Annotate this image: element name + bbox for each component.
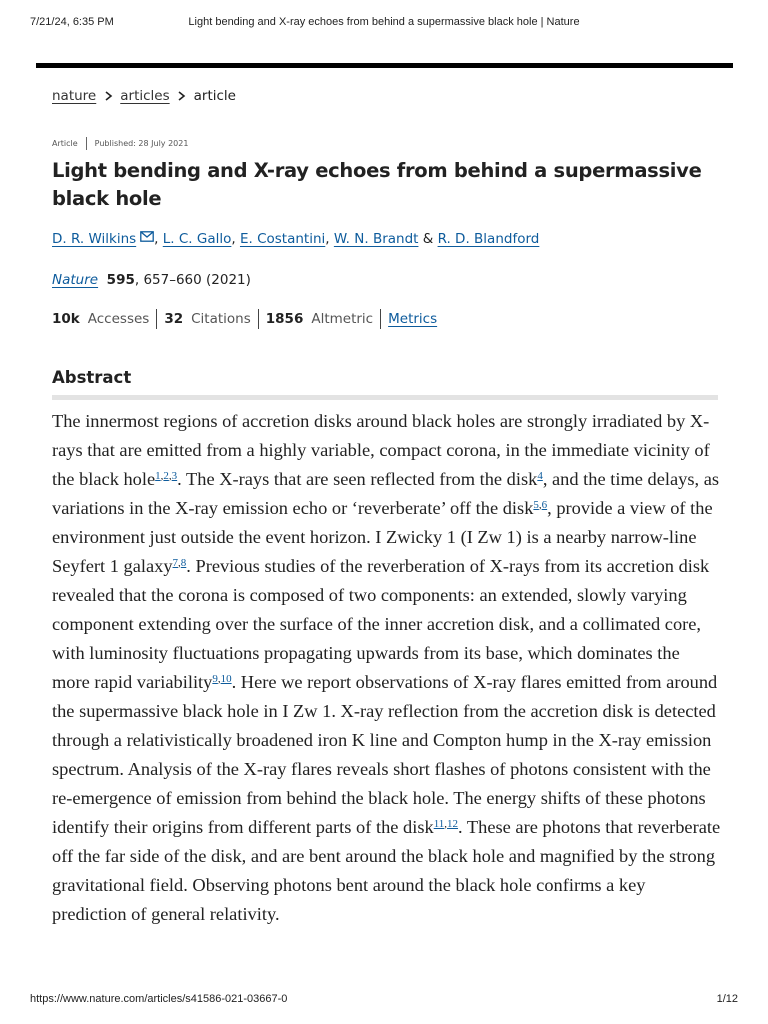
- citations-label: Citations: [191, 311, 251, 327]
- author-list: [52, 231, 539, 247]
- reference-group: [212, 673, 231, 685]
- metrics-link[interactable]: Metrics: [388, 311, 438, 327]
- header-rule: [36, 63, 733, 68]
- author-separator: ,: [325, 231, 330, 247]
- citations-count: 32: [164, 311, 184, 327]
- print-title: Light bending and X-ray echoes from behind a supermassive black hole | Nature: [188, 16, 580, 28]
- meta-divider: [86, 137, 87, 150]
- breadcrumb-link-nature[interactable]: nature: [52, 88, 97, 104]
- altmetric-count: 1856: [265, 311, 304, 327]
- reference-link[interactable]: 6: [541, 499, 548, 511]
- reference-link[interactable]: 7: [172, 557, 179, 569]
- breadcrumb-current: article: [193, 88, 236, 104]
- reference-group: [533, 499, 547, 511]
- reference-group: [173, 557, 187, 569]
- print-url: https://www.nature.com/articles/s41586-021-03667-0: [30, 993, 288, 1005]
- page-number: 1/12: [716, 993, 738, 1005]
- chevron-right-icon: [170, 91, 194, 101]
- ref-comma: ,: [217, 673, 221, 685]
- metrics-bar: [52, 309, 437, 329]
- envelope-icon[interactable]: [140, 231, 154, 242]
- reference-link[interactable]: 10: [220, 673, 232, 685]
- article-meta: [52, 137, 188, 150]
- author-ampersand: &: [422, 231, 434, 247]
- abstract-segment: , and the time delays, as variations in the X-ray emission echo or ‘reverberate’ off the disk: [52, 469, 720, 518]
- chevron-right-icon: [96, 91, 120, 101]
- published-date: Published: 28 July 2021: [94, 139, 189, 148]
- article-title: Light bending and X-ray echoes from behind a supermassive black hole: [52, 159, 702, 210]
- ref-comma: ,: [444, 818, 448, 830]
- citation: [52, 272, 251, 288]
- abstract-segment: . Here we report observations of X-ray flares emitted from around the supermassive black hole in I Zw 1. X-ray reflection from the accretion disk is detected through a relativistically broadened iron K line and Compton hump in the X-ray emission spectrum. Analysis of the X-ray flares reveals short flashes of photons consistent with the re-emergence of emission from behind the black hole. The energy shifts of these photons identify their origins from different parts of the disk: [52, 672, 718, 837]
- ref-comma: ,: [168, 470, 172, 482]
- metrics-divider: [258, 309, 259, 329]
- ref-comma: ,: [178, 557, 181, 569]
- author-separator: ,: [154, 231, 159, 247]
- reference-link[interactable]: 8: [180, 557, 187, 569]
- author-link[interactable]: L. C. Gallo: [162, 231, 232, 247]
- reference-link[interactable]: 3: [171, 470, 178, 482]
- reference-group: [434, 818, 458, 830]
- journal-link[interactable]: Nature: [52, 272, 99, 288]
- accesses-label: Accesses: [87, 311, 150, 327]
- reference-link[interactable]: 11: [433, 818, 445, 830]
- abstract-text: [52, 407, 722, 929]
- reference-link[interactable]: 9: [212, 673, 218, 685]
- pages: , 657–660 (2021): [134, 272, 251, 288]
- reference-link[interactable]: 5: [533, 499, 539, 511]
- ref-comma: ,: [160, 470, 164, 482]
- abstract-rule: [52, 395, 718, 400]
- altmetric-label: Altmetric: [311, 311, 374, 327]
- breadcrumb-link-articles[interactable]: articles: [120, 88, 170, 104]
- abstract-heading: Abstract: [52, 368, 132, 387]
- print-date: 7/21/24, 6:35 PM: [30, 16, 114, 28]
- reference-link[interactable]: 1: [155, 470, 161, 482]
- author-link[interactable]: D. R. Wilkins: [52, 231, 137, 247]
- reference-link[interactable]: 12: [447, 818, 459, 830]
- abstract-segment: , provide a view of the environment just outside the event horizon. I Zwicky 1 (I Zw 1) is a nearby narrow-line Seyfert 1 galaxy: [52, 498, 713, 576]
- accesses-count: 10k: [52, 311, 80, 327]
- metrics-divider: [156, 309, 157, 329]
- reference-link[interactable]: 2: [163, 470, 169, 482]
- volume: 595: [106, 272, 135, 288]
- abstract-segment: . These are photons that reverberate off the far side of the disk, and are bent around the black hole and magnified by the strong gravitational field. Observing photons bent around the black hole confirms a key prediction of general relativity.: [52, 817, 721, 924]
- abstract-segment: . Previous studies of the reverberation of X-rays from its accretion disk revealed that the corona is composed of two components: an extended, slowly varying component extending over the surface of the inner accretion disk, and a collimated core, with luminosity fluctuations propagating upwards from its base, which dominates the more rapid variability: [52, 556, 710, 692]
- metrics-divider: [380, 309, 381, 329]
- author-link[interactable]: E. Costantini: [239, 231, 326, 247]
- print-header: [0, 16, 768, 32]
- print-footer: [0, 993, 768, 1009]
- reference-group: [155, 470, 177, 482]
- ref-comma: ,: [538, 499, 542, 511]
- reference-link[interactable]: 4: [537, 470, 543, 482]
- author-link[interactable]: R. D. Blandford: [437, 231, 540, 247]
- breadcrumb: [52, 86, 236, 106]
- abstract-segment: . The X-rays that are seen reflected from the disk: [177, 469, 538, 489]
- article-type: Article: [52, 139, 78, 148]
- abstract-segment: The innermost regions of accretion disks around black holes are strongly irradiated by X-rays that are emitted from a highly variable, compact corona, in the immediate vicinity of the black hole: [52, 411, 710, 489]
- author-separator: ,: [231, 231, 236, 247]
- author-link[interactable]: W. N. Brandt: [333, 231, 419, 247]
